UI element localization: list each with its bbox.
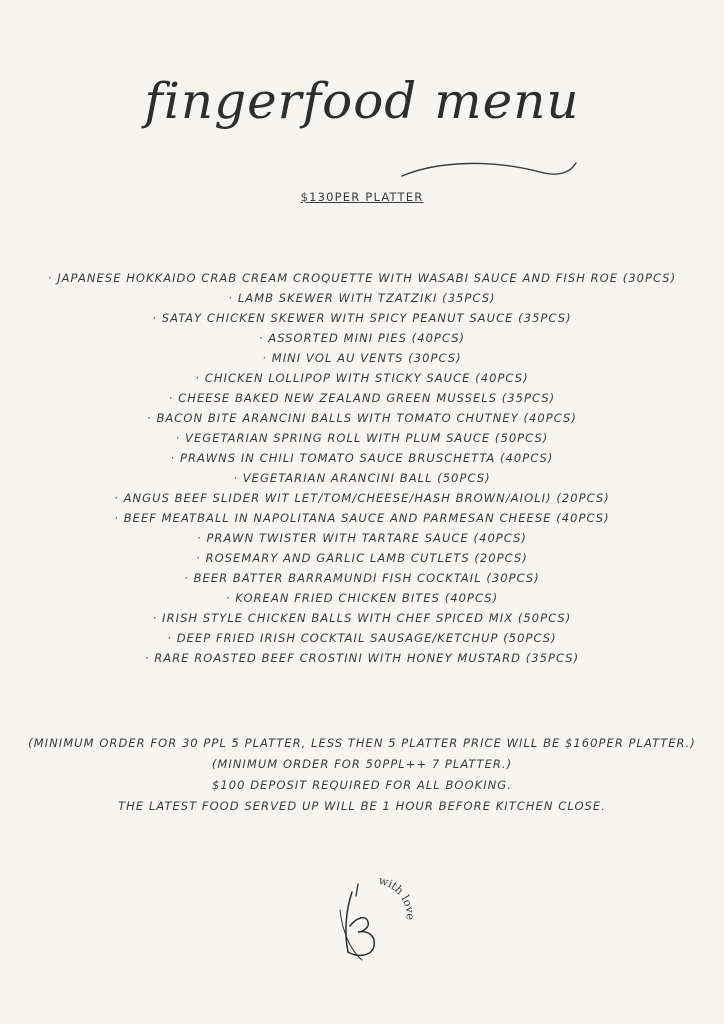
menu-item: · PRAWNS IN CHILI TOMATO SAUCE BRUSCHETTA (40PCS) xyxy=(170,451,554,465)
menu-item: · CHEESE BAKED NEW ZEALAND GREEN MUSSELS (35PCS) xyxy=(168,391,556,405)
deposit-note: $100 DEPOSIT REQUIRED FOR ALL BOOKING. xyxy=(212,778,512,792)
decorative-swash xyxy=(400,158,580,188)
menu-item: · VEGETARIAN ARANCINI BALL (50PCS) xyxy=(233,471,491,485)
order-notes xyxy=(0,733,724,817)
menu-item: · RARE ROASTED BEEF CROSTINI WITH HONEY MUSTARD (35PCS) xyxy=(144,651,580,665)
menu-item-list xyxy=(0,268,724,668)
menu-item: · CHICKEN LOLLIPOP WITH STICKY SAUCE (40PCS) xyxy=(195,371,529,385)
menu-title: fingerfood menu xyxy=(144,72,580,130)
menu-item: · ANGUS BEEF SLIDER WIT LET/TOM/CHEESE/HASH BROWN/AIOLI) (20PCS) xyxy=(114,491,610,505)
menu-item: · ASSORTED MINI PIES (40PCS) xyxy=(258,331,466,345)
menu-item: · VEGETARIAN SPRING ROLL WITH PLUM SAUCE (50PCS) xyxy=(175,431,549,445)
menu-item: · KOREAN FRIED CHICKEN BITES (40PCS) xyxy=(225,591,499,605)
logo-tagline-path: with love xyxy=(377,873,417,921)
menu-item: · LAMB SKEWER WITH TZATZIKI (35PCS) xyxy=(228,291,496,305)
menu-item: · ROSEMARY AND GARLIC LAMB CUTLETS (20PCS) xyxy=(196,551,528,565)
kitchen-close-note: THE LATEST FOOD SERVED UP WILL BE 1 HOUR BEFORE KITCHEN CLOSE. xyxy=(118,799,606,813)
menu-item: · PRAWN TWISTER WITH TARTARE SAUCE (40PCS) xyxy=(197,531,527,545)
logo-tagline xyxy=(377,874,416,920)
menu-item: · SATAY CHICKEN SKEWER WITH SPICY PEANUT SAUCE (35PCS) xyxy=(152,311,572,325)
with-love-logo xyxy=(328,870,418,970)
minimum-order-note: (MINIMUM ORDER FOR 30 PPL 5 PLATTER, LESS THEN 5 PLATTER PRICE WILL BE $160PER PLATTER.) xyxy=(28,736,696,750)
menu-item: · IRISH STYLE CHICKEN BALLS WITH CHEF SPICED MIX (50PCS) xyxy=(152,611,572,625)
menu-item: · BEEF MEATBALL IN NAPOLITANA SAUCE AND PARMESAN CHEESE (40PCS) xyxy=(114,511,610,525)
menu-item: · JAPANESE HOKKAIDO CRAB CREAM CROQUETTE WITH WASABI SAUCE AND FISH ROE (30PCS) xyxy=(47,271,677,285)
menu-item: · BEER BATTER BARRAMUNDI FISH COCKTAIL (30PCS) xyxy=(184,571,540,585)
menu-item: · MINI VOL AU VENTS (30PCS) xyxy=(262,351,462,365)
large-order-note: (MINIMUM ORDER FOR 50PPL++ 7 PLATTER.) xyxy=(211,757,513,771)
menu-item: · DEEP FRIED IRISH COCKTAIL SAUSAGE/KETCHUP (50PCS) xyxy=(167,631,557,645)
platter-price: $130PER PLATTER xyxy=(300,190,424,204)
menu-item: · BACON BITE ARANCINI BALLS WITH TOMATO CHUTNEY (40PCS) xyxy=(147,411,577,425)
